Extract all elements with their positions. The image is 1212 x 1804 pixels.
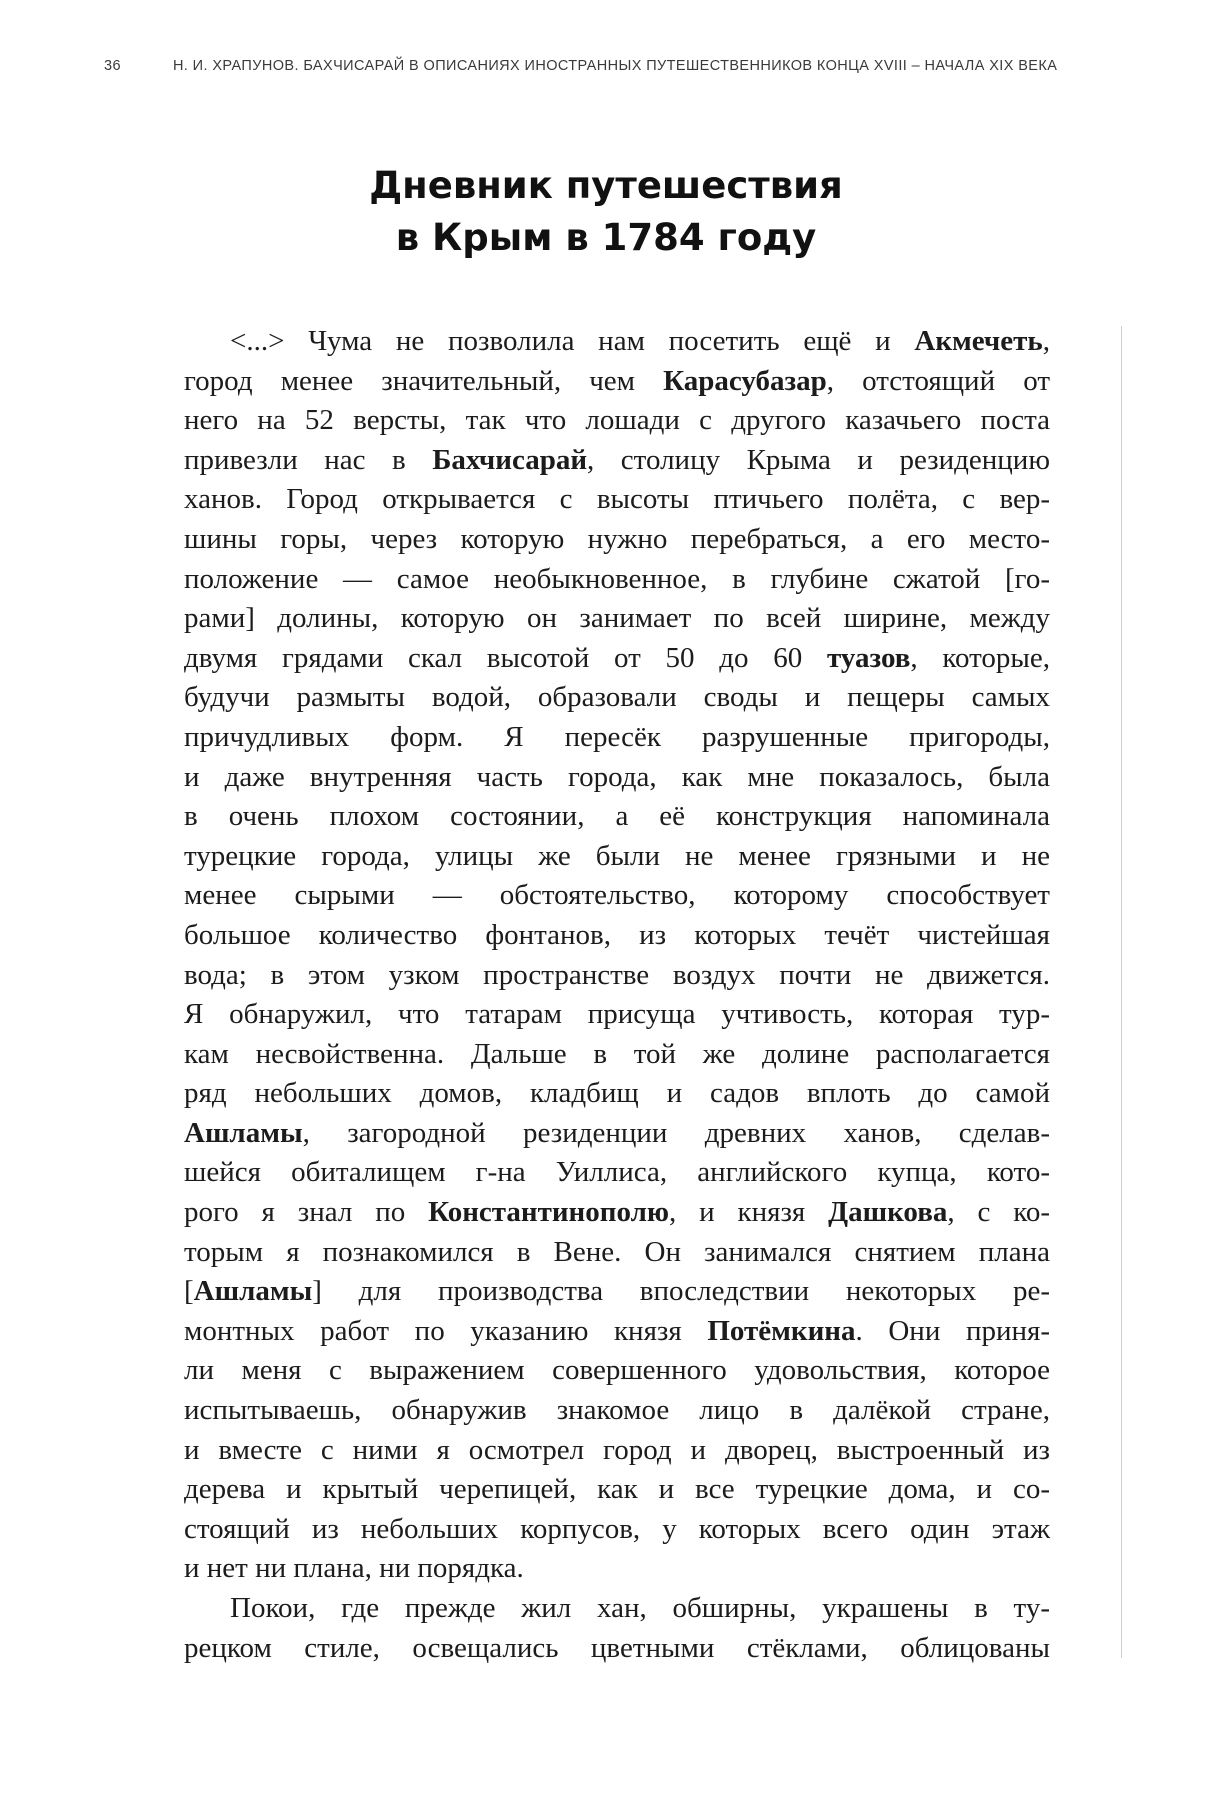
running-title: Н. И. ХРАПУНОВ. БАХЧИСАРАЙ В ОПИСАНИЯХ ИНОСТРАННЫХ ПУТЕШЕСТВЕННИКОВ КОНЦА XVIII – НАЧАЛА XIX ВЕКА (172, 58, 1058, 74)
text-line: испытываешь, обнаружив знакомое лицо в далёкой стране, (184, 1394, 1050, 1427)
text-run: , с ко- (947, 1196, 1051, 1229)
chapter-title (0, 160, 1212, 264)
text-line: причудливых форм. Я пересёк разрушенные пригороды, (184, 720, 1050, 753)
margin-rule (1121, 326, 1122, 1658)
text-line: торым я познакомился в Вене. Он занимался снятием плана (184, 1235, 1050, 1268)
bold-term: Потёмкина (707, 1314, 856, 1347)
text-run: двумя грядами скал высотой от 50 до 60 (184, 641, 827, 674)
text-line: вода; в этом узком пространстве воздух почти не движется. (184, 958, 1050, 991)
text-line (184, 1193, 1050, 1233)
text-line: и даже внутренняя часть города, как мне показалось, была (184, 760, 1050, 793)
body-text (184, 322, 1050, 1668)
text-line: шейся обиталищем г-на Уиллиса, английского купца, кото- (184, 1156, 1050, 1189)
text-run: <...> Чума не позволила нам посетить ещё и (230, 325, 915, 357)
text-run: , (1042, 325, 1050, 357)
bold-term: Бахчисарай (432, 443, 588, 476)
text-line: турецкие города, улицы же были не менее грязными и не (184, 839, 1050, 872)
bold-term: Ашламы (184, 1116, 303, 1149)
paragraph-1 (184, 322, 1050, 1589)
text-run: , и князя (669, 1196, 829, 1229)
text-run: рого я знал по (184, 1196, 429, 1229)
text-run: монтных работ по указанию князя (184, 1314, 708, 1347)
text-line: положение — самое необыкновенное, в глубине сжатой [го- (184, 562, 1050, 595)
text-line: Я обнаружил, что татарам присуща учтивость, которая тур- (184, 998, 1050, 1031)
text-line: кам несвойственна. Дальше в той же долине располагается (184, 1037, 1050, 1070)
text-line: ряд небольших домов, кладбищ и садов вплоть до самой (184, 1077, 1050, 1110)
text-run: город менее значительный, чем (184, 364, 664, 397)
text-line (184, 1114, 1050, 1154)
text-run: ] для производства впоследствии некоторых ре- (312, 1275, 1050, 1308)
bold-term: Карасубазар (663, 364, 827, 397)
text-line: рами] долины, которую он занимает по всей ширине, между (184, 602, 1050, 635)
text-line: стоящий из небольших корпусов, у которых всего один этаж (184, 1512, 1050, 1545)
running-header (104, 58, 1124, 74)
chapter-title-line-1: Дневник путешествия (369, 164, 843, 207)
chapter-title-line-2: в Крым в 1784 году (395, 216, 817, 259)
text-line: в очень плохом состоянии, а её конструкция напоминала (184, 800, 1050, 833)
bold-term: туазов (826, 641, 911, 674)
page-number: 36 (104, 58, 121, 74)
text-line: Покои, где прежде жил хан, обширны, украшены в ту- (230, 1592, 1050, 1624)
text-line: шины горы, через которую нужно перебраться, а его место- (184, 522, 1050, 555)
text-line (184, 322, 1050, 362)
text-line (184, 1312, 1050, 1352)
text-line: и вместе с ними я осмотрел город и дворец, выстроенный из (184, 1433, 1050, 1466)
bold-term: Ашламы (193, 1275, 313, 1308)
text-line: дерева и крытый черепицей, как и все турецкие дома, и со- (184, 1473, 1050, 1506)
paragraph-2 (184, 1589, 1050, 1668)
text-line: ли меня с выражением совершенного удовольствия, которое (184, 1354, 1050, 1387)
text-line: будучи размыты водой, образовали своды и пещеры самых (184, 681, 1050, 714)
bold-term: Константинополю (428, 1196, 670, 1229)
text-line (184, 1272, 1050, 1312)
text-line: менее сырыми — обстоятельство, которому способствует (184, 879, 1050, 912)
text-line: большое количество фонтанов, из которых течёт чистейшая (184, 918, 1050, 951)
text-line: рецком стиле, освещались цветными стёклами, облицованы (184, 1631, 1050, 1664)
text-line (184, 639, 1050, 679)
text-line (184, 362, 1050, 402)
bold-term: Дашкова (828, 1196, 948, 1229)
text-run: привезли нас в (184, 443, 433, 476)
text-run: , загородной резиденции древних ханов, сделав- (302, 1116, 1050, 1149)
text-run: , столицу Крыма и резиденцию (587, 443, 1050, 476)
text-line: него на 52 версты, так что лошади с другого казачьего поста (184, 404, 1050, 437)
text-line (184, 441, 1050, 481)
text-line: ханов. Город открывается с высоты птичьего полёта, с вер- (184, 483, 1050, 516)
text-run: . Они приня- (855, 1314, 1051, 1347)
text-run: [ (184, 1275, 194, 1308)
bold-term: Акмечеть (914, 325, 1043, 357)
text-line: и нет ни плана, ни порядка. (184, 1552, 524, 1585)
text-run: , которые, (910, 641, 1051, 674)
text-run: , отстоящий от (826, 364, 1050, 397)
